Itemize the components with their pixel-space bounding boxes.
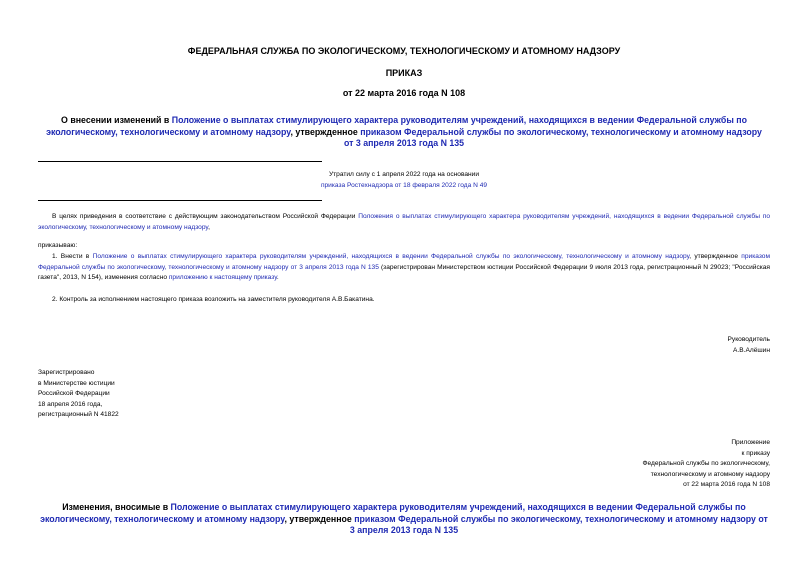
document-title	[38, 115, 770, 150]
item1-middle1: , утвержденное	[689, 253, 742, 260]
item1-middle2: (зарегистрирован Министерством юстиции Российской Федерации 9 июля 2013 года, регистрационный N 29023; "Российская газета", 2013, N 154), изменения согласно	[38, 263, 771, 282]
lost-force-note	[38, 170, 770, 191]
divider-top	[38, 161, 322, 162]
title-middle: , утвержденное	[290, 126, 361, 137]
signature-name: А.В.Алёшин	[733, 346, 770, 354]
appendix-title	[38, 502, 770, 537]
lost-force-text: Утратил силу с 1 апреля 2022 года на основании	[328, 171, 480, 178]
title-link-order-135[interactable]: приказом Федеральной службы по экологическому, технологическому и атомному надзору от 3 апреля 2013 года N 135	[343, 126, 762, 148]
item1-suffix: .	[276, 274, 279, 282]
preamble-link-regulation[interactable]: Положения о выплатах стимулирующего характера руководителям учреждений, находящихся в ведении Федеральной службы по экологическому, технологическому и атомному надзору	[38, 213, 770, 231]
title-link-regulation[interactable]: Положение о выплатах стимулирующего характера руководителям учреждений, находящихся в ведении Федеральной службы по экологическому, технологическому и атомному надзору	[46, 115, 747, 137]
registration-line-1: Зарегистрировано	[38, 369, 95, 376]
appendix-block	[642, 438, 770, 491]
registration-line-4: 18 апреля 2016 года,	[38, 400, 103, 408]
divider-bottom	[38, 200, 322, 201]
registration-line-3: Российской Федерации	[38, 390, 110, 398]
appendix-title-middle: , утвержденное	[284, 513, 355, 524]
registration-line-5: регистрационный N 41822	[38, 411, 119, 419]
doc-date: от 22 марта 2016 года N 108	[342, 88, 466, 98]
preamble-prefix: В целях приведения в соответствие с действующим законодательством Российской Федерации	[52, 213, 359, 220]
appendix-line-3: Федеральной службы по экологическому,	[642, 460, 770, 468]
item-2-paragraph: 2. Контроль за исполнением настоящего приказа возложить на заместителя руководителя А.В.Бакатина.	[52, 296, 375, 303]
item1-link-regulation[interactable]: Положение о выплатах стимулирующего характера руководителям учреждений, находящихся в ведении Федеральной службы по экологическому, технологическому и атомному надзору	[92, 253, 690, 260]
preamble-suffix: ,	[208, 223, 210, 231]
doc-type: ПРИКАЗ	[385, 68, 423, 78]
appendix-line-5: от 22 марта 2016 года N 108	[683, 481, 770, 489]
signature-role: Руководитель	[727, 336, 770, 343]
registration-block	[38, 368, 119, 421]
lost-force-link[interactable]: приказа Ростехнадзора от 18 февраля 2022 года N 49	[320, 181, 488, 189]
appendix-title-link-order-135[interactable]: приказом Федеральной службы по экологическому, технологическому и атомному надзору от 3 апреля 2013 года N 135	[349, 513, 768, 535]
appendix-title-link-regulation[interactable]: Положение о выплатах стимулирующего характера руководителям учреждений, находящихся в ведении Федеральной службы по экологическому, технологическому и атомному надзору	[40, 502, 746, 524]
item-1-paragraph	[38, 252, 770, 284]
item1-link-appendix[interactable]: приложению к настоящему приказу	[168, 274, 277, 282]
registration-line-2: в Министерстве юстиции	[38, 379, 115, 387]
item1-prefix: 1. Внести в	[52, 253, 93, 260]
appendix-line-1: Приложение	[731, 439, 770, 446]
appendix-title-prefix: Изменения, вносимые в	[62, 502, 171, 512]
order-word: приказываю:	[38, 242, 78, 249]
signature-block	[728, 335, 770, 356]
appendix-line-2: к приказу	[741, 449, 770, 457]
preamble-paragraph	[38, 212, 770, 233]
appendix-line-4: технологическому и атомному надзору	[650, 470, 770, 478]
item1-link-order-135[interactable]: приказом Федеральной службы по экологическому, технологическому и атомному надзору от 3 апреля 2013 года N 135	[38, 253, 770, 271]
agency-name: ФЕДЕРАЛЬНАЯ СЛУЖБА ПО ЭКОЛОГИЧЕСКОМУ, ТЕХНОЛОГИЧЕСКОМУ И АТОМНОМУ НАДЗОРУ	[187, 46, 621, 56]
title-prefix: О внесении изменений в	[61, 115, 172, 125]
